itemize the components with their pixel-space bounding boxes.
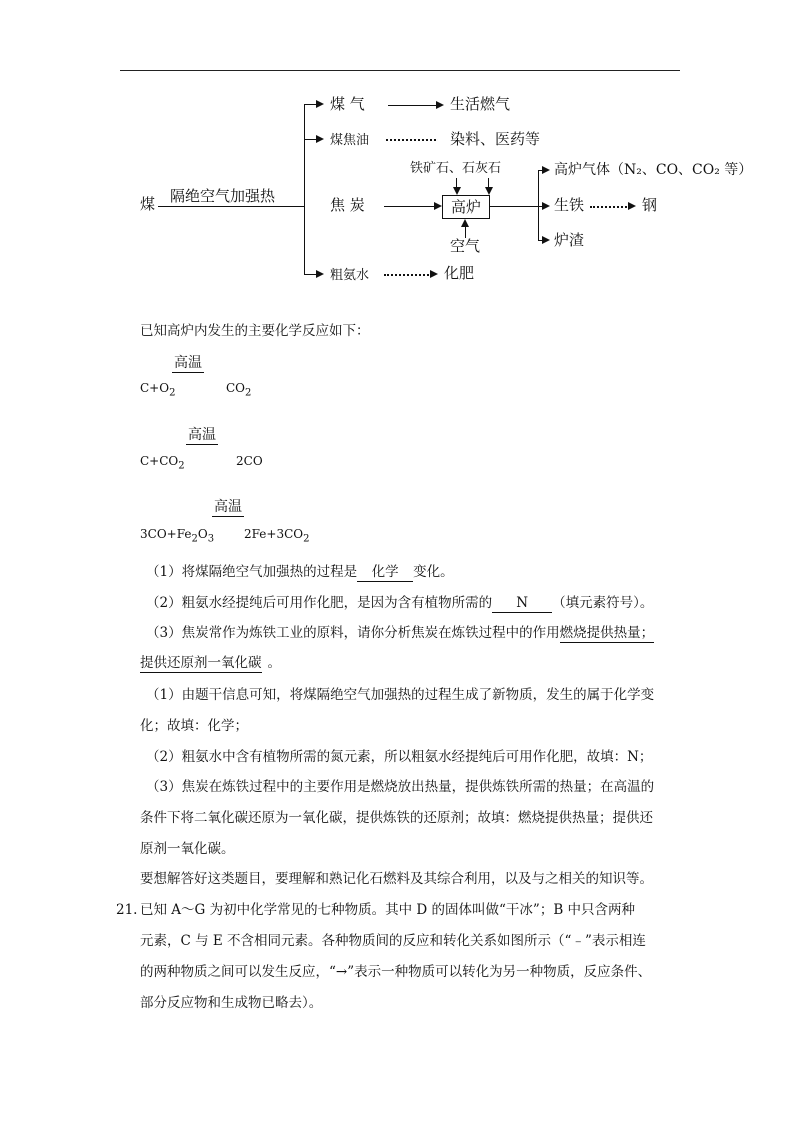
arrow-right-icon	[542, 202, 550, 210]
reaction-condition: 高温	[174, 355, 202, 371]
coal-processing-diagram	[138, 92, 798, 292]
reaction-right: 2CO	[236, 454, 263, 468]
question-21-line-4: 部分反应物和生成物已略去）。	[140, 995, 323, 1011]
main-line	[158, 206, 304, 207]
tar-use-label: 染料、医药等	[450, 130, 541, 148]
solution-1b: 化；故填：化学；	[140, 718, 248, 734]
question-3: （3）焦炭常作为炼铁工业的原料，请你分析焦炭在炼铁过程中的作用燃烧提供热量；	[146, 625, 655, 641]
reaction-condition: 高温	[214, 499, 242, 515]
arrow-right-icon	[316, 270, 324, 278]
air-label: 空气	[450, 237, 481, 255]
answer-blank: 化学	[357, 563, 413, 582]
arrow-down-icon	[485, 187, 493, 195]
reactions-intro: 已知高炉内发生的主要化学反应如下：	[140, 323, 370, 339]
arrow-right-icon	[436, 101, 444, 109]
ore-label: 铁矿石、石灰石	[410, 161, 502, 176]
arrow-right-icon	[316, 135, 324, 143]
dotted-line	[386, 139, 436, 141]
arrow-right-icon	[430, 270, 438, 278]
question-21-line-1: 已知 A～G 为初中化学常见的七种物质。其中 D 的固体叫做“干冰”；B 中只含两种	[140, 902, 636, 918]
dotted-line	[590, 206, 630, 208]
tar-label: 煤焦油	[330, 133, 370, 148]
question-21-line-2: 元素，C 与 E 不含相同元素。各种物质间的反应和转化关系如图所示（“﹣”表示相连	[140, 933, 646, 949]
right-trunk-line	[538, 170, 539, 240]
gas-use-label: 生活燃气	[450, 95, 511, 113]
reaction-right: $CO_2$	[226, 381, 252, 399]
solution-3a: （3）焦炭在炼铁过程中的主要作用是燃烧放出热量，提供炼铁所需的热量；在高温的	[146, 779, 655, 795]
reaction-right: $2Fe+3CO_2$	[244, 527, 310, 545]
arrow-right-icon	[434, 202, 442, 210]
question-21-number: 21.	[116, 902, 138, 918]
reaction-left: $3CO+Fe_2O_3$	[140, 527, 215, 545]
trunk-line	[304, 104, 305, 274]
reaction-condition: 高温	[188, 427, 216, 443]
ammonia-label: 粗氨水	[330, 268, 370, 283]
header-rule	[120, 70, 680, 71]
solution-2: （2）粗氨水中含有植物所需的氮元素，所以粗氨水经提纯后可用作化肥，故填：N；	[146, 749, 653, 765]
question-2: （2）粗氨水经提纯后可用作化肥，是因为含有植物所需的 N （填元素符号）。	[146, 595, 654, 611]
coal-label: 煤	[140, 195, 156, 213]
solution-summary: 要想解答好这类题目，要理解和熟记化石燃料及其综合利用，以及与之相关的知识等。	[140, 871, 653, 887]
solution-3b: 条件下将二氧化碳还原为一氧化碳，提供炼铁的还原剂；故填：燃烧提供热量；提供还	[140, 810, 653, 826]
question-21-line-3: 的两种物质之间可以发生反应，“→”表示一种物质可以转化为另一种物质，反应条件、	[140, 964, 652, 980]
process-label: 隔绝空气加强热	[170, 187, 276, 205]
arrow-right-icon	[316, 100, 324, 108]
question-1: （1）将煤隔绝空气加强热的过程是 化学 变化。	[146, 564, 454, 580]
solution-3c: 原剂一氧化碳。	[140, 841, 235, 857]
arrow-right-icon	[542, 166, 550, 174]
gas-label: 煤 气	[330, 95, 365, 113]
furnace-box: 高炉	[442, 195, 490, 219]
dotted-line	[384, 274, 432, 276]
answer-blank: 燃烧提供热量；	[559, 625, 655, 641]
solution-1a: （1）由题干信息可知，将煤隔绝空气加强热的过程生成了新物质，发生的属于化学变	[146, 687, 655, 703]
slag-label: 炉渣	[554, 231, 585, 249]
ammonia-use-label: 化肥	[444, 264, 475, 282]
answer-blank: N	[492, 594, 552, 613]
coke-label: 焦 炭	[330, 196, 365, 214]
steel-label: 钢	[642, 196, 658, 214]
furnace-gas-label: 高炉气体（N₂、CO、CO₂ 等）	[554, 162, 753, 178]
question-3-cont: 提供还原剂一氧化碳 。	[140, 655, 281, 671]
arrow-right-icon	[542, 236, 550, 244]
answer-blank: 提供还原剂一氧化碳	[140, 655, 262, 671]
iron-label: 生铁	[554, 196, 585, 214]
arrow-down-icon	[453, 187, 461, 195]
reaction-left: $C+CO_2$	[140, 454, 185, 472]
arrow-right-icon	[628, 202, 636, 210]
reaction-left: $C+O_2$	[140, 381, 176, 399]
